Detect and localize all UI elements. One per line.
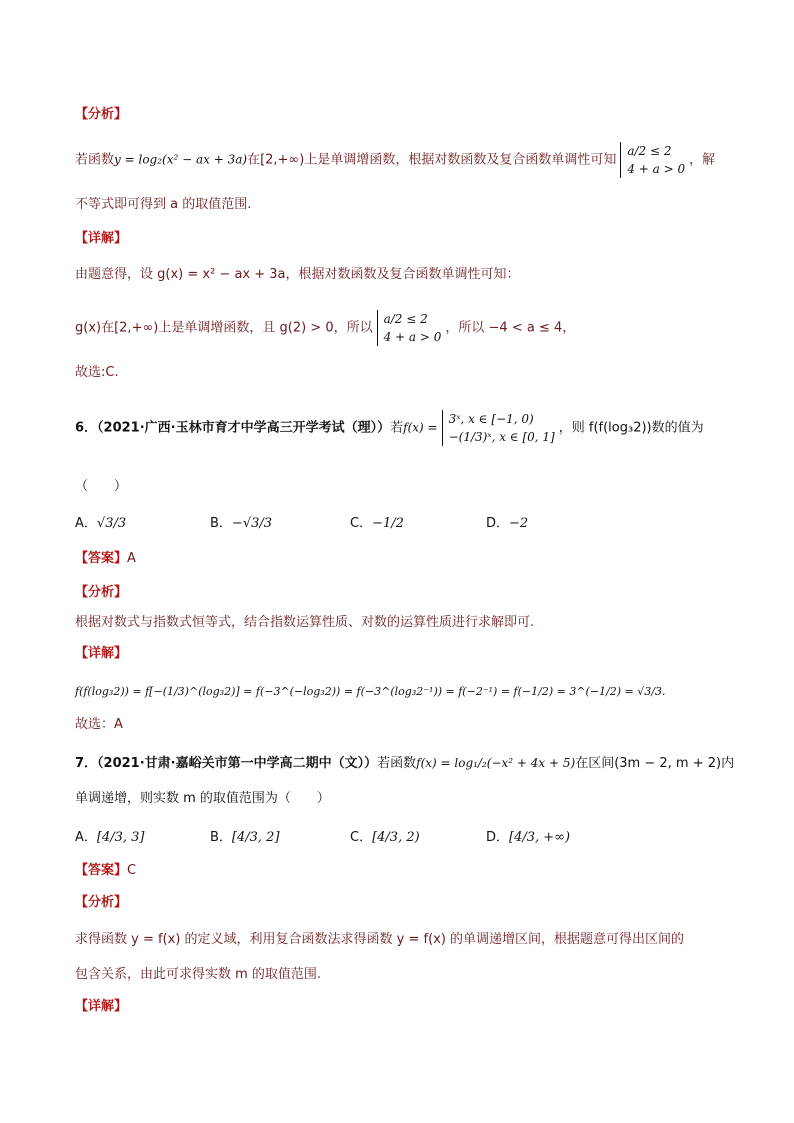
option-value: −2 xyxy=(509,516,529,531)
question-source: （2021·广西·玉林市育才中学高三开学考试（理）） xyxy=(97,420,391,436)
question-number: 7． xyxy=(75,756,98,771)
q6-option-d xyxy=(486,512,528,531)
q7-option-a xyxy=(75,826,145,845)
q6-option-b xyxy=(210,512,272,531)
condition: 4 + a > 0 xyxy=(383,330,442,344)
analysis-label: 【分析】 xyxy=(75,585,128,600)
detail-label: 【详解】 xyxy=(75,231,128,246)
q5-choice: 故选:C. xyxy=(75,365,119,380)
condition: 4 + a > 0 xyxy=(627,162,686,176)
q6-option-a xyxy=(75,512,126,531)
option-value: [4/3, +∞) xyxy=(509,830,571,845)
answer-value: C xyxy=(127,863,137,878)
formula: y = log₂(x² − ax + 3a) xyxy=(114,152,248,167)
piece: 3ˣ, x ∈ [−1, 0) xyxy=(448,412,534,426)
q6-stem: 6．（2021·广西·玉林市育才中学高三开学考试（理））若f(x) = 3ˣ, x ∈ [−1, 0) −(1/3)ˣ, x ∈ [0, 1] ，则 f(f(log₃2))数的值为 xyxy=(75,412,704,444)
q5-detail-line1: 由题意得，设 g(x) = x² − ax + 3a，根据对数函数及复合函数单调性可知： xyxy=(75,267,520,282)
text: ，则 f(f(log₃2))数的值为 xyxy=(558,420,704,436)
question-number: 6． xyxy=(75,420,98,436)
q7-option-b xyxy=(210,826,280,845)
text: 在[2,+∞)上是单调增函数，根据对数函数及复合函数单调性可知 xyxy=(247,152,617,168)
q7-option-c xyxy=(350,826,420,845)
piecewise-function xyxy=(442,410,555,446)
text: 若函数 xyxy=(377,756,417,771)
detail-label: 【详解】 xyxy=(75,999,128,1014)
condition: a/2 ≤ 2 xyxy=(383,312,428,326)
condition: a/2 ≤ 2 xyxy=(627,144,672,158)
condition-system xyxy=(377,310,442,346)
q7-analysis-line1: 求得函数 y = f(x) 的定义域，利用复合函数法求得函数 y = f(x) 的单调递增区间，根据题意可得出区间的 xyxy=(75,932,685,947)
q6-option-c xyxy=(350,512,404,531)
q7-option-d xyxy=(486,826,570,845)
detail-label: 【详解】 xyxy=(75,646,128,661)
option-value: [4/3, 2] xyxy=(231,830,280,845)
text: 若函数 xyxy=(75,152,115,168)
text: ，解 xyxy=(689,152,716,168)
option-label: C． xyxy=(350,830,373,845)
option-value: −√3/3 xyxy=(231,516,273,531)
q6-analysis: 根据对数式与指数式恒等式，结合指数运算性质、对数的运算性质进行求解即可. xyxy=(75,615,535,630)
piece: −(1/3)ˣ, x ∈ [0, 1] xyxy=(448,430,555,444)
condition-system xyxy=(620,142,685,178)
answer-label: 【答案】 xyxy=(75,863,128,878)
q6-answer xyxy=(75,550,136,568)
answer-value: A xyxy=(127,551,136,566)
option-label: B． xyxy=(210,830,232,845)
q6-choice: 故选：A xyxy=(75,717,123,732)
text: 若 xyxy=(390,420,404,436)
analysis-label: 【分析】 xyxy=(75,895,128,910)
option-value: −1/2 xyxy=(372,516,404,531)
option-label: D． xyxy=(486,830,510,845)
formula: f(x) = log₁/₂(−x² + 4x + 5) xyxy=(416,756,576,770)
option-label: C． xyxy=(350,516,373,531)
option-label: A． xyxy=(75,830,97,845)
q5-detail-line2 xyxy=(75,310,575,346)
option-value: [4/3, 2) xyxy=(372,830,420,845)
option-label: B． xyxy=(210,516,232,531)
q7-analysis-line2: 包含关系，由此可求得实数 m 的取值范围. xyxy=(75,967,322,982)
option-value: [4/3, 3] xyxy=(96,830,145,845)
question-source: （2021·甘肃·嘉峪关市第一中学高二期中（文）） xyxy=(97,756,378,771)
analysis-label: 【分析】 xyxy=(75,107,128,122)
q5-analysis-line1 xyxy=(75,142,715,178)
q7-stem-line2: 单调递增，则实数 m 的取值范围为（ ） xyxy=(75,791,330,806)
q6-paren: （ ） xyxy=(75,479,128,494)
q5-analysis-line2: 不等式即可得到 a 的取值范围. xyxy=(75,197,252,212)
option-label: A． xyxy=(75,516,97,531)
text: ，所以 −4 < a ≤ 4， xyxy=(445,320,576,336)
text: 在区间(3m − 2, m + 2)内 xyxy=(575,756,735,771)
option-label: D． xyxy=(486,516,510,531)
q7-answer xyxy=(75,862,136,880)
answer-label: 【答案】 xyxy=(75,551,128,566)
q7-stem xyxy=(75,754,734,773)
text: g(x)在[2,+∞)上是单调增函数，且 g(2) > 0，所以 xyxy=(75,320,373,336)
q6-detail-formula: f(f(log₃2)) = f[−(1/3)^(log₃2)] = f(−3^(−log₃2)) = f(−3^(log₃2⁻¹)) = f(−2⁻¹) = f(−1/2) = 3^(−1/2) = √3/3. xyxy=(75,685,666,698)
option-value: √3/3 xyxy=(96,516,127,531)
